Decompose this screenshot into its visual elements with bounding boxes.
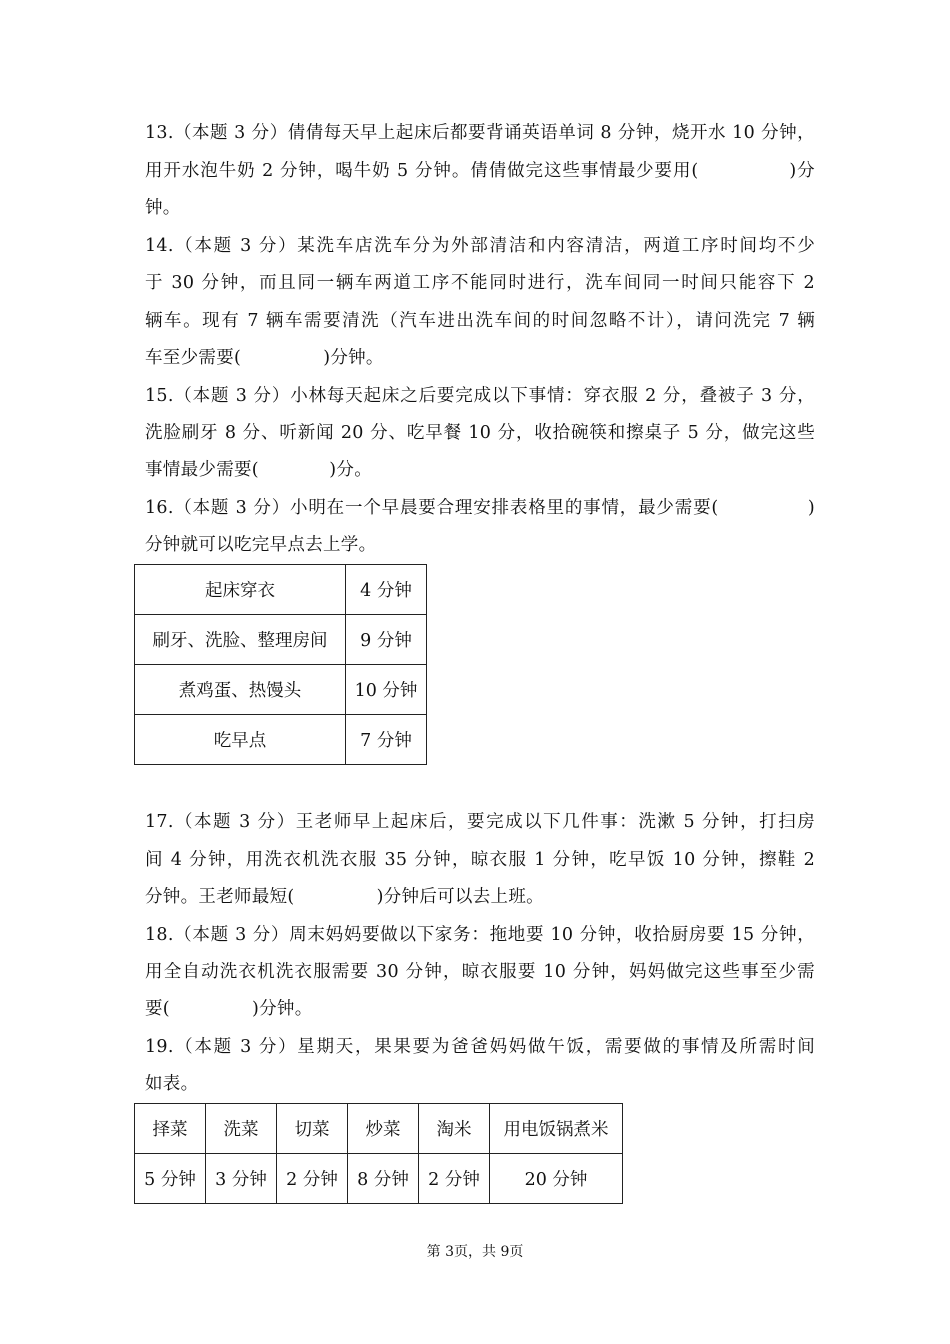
q15-line-3: 事情最少需要( )分。 xyxy=(145,460,373,480)
q14-line-2: 于 30 分钟，而且同一辆车两道工序不能同时进行，洗车间同一时间只能容下 2 xyxy=(145,273,815,293)
time-cell: 20 分钟 xyxy=(490,1154,623,1204)
task-header-cell: 洗菜 xyxy=(206,1104,277,1154)
time-cell: 3 分钟 xyxy=(206,1154,277,1204)
q19-line-1: 19.（本题 3 分）星期天，果果要为爸爸妈妈做午饭，需要做的事情及所需时间 xyxy=(145,1037,815,1057)
time-cell: 5 分钟 xyxy=(135,1154,206,1204)
q17-line-3: 分钟。王老师最短( )分钟后可以去上班。 xyxy=(145,887,544,907)
task-header-cell: 择菜 xyxy=(135,1104,206,1154)
q19-cooking-table xyxy=(134,1103,623,1204)
q18-line-3: 要( )分钟。 xyxy=(145,999,313,1019)
q14-line-3: 辆车。现有 7 辆车需要清洗（汽车进出洗车间的时间忽略不计），请问洗完 7 辆 xyxy=(145,311,815,331)
q17-line-1: 17.（本题 3 分）王老师早上起床后，要完成以下几件事：洗漱 5 分钟，打扫房 xyxy=(145,812,815,832)
task-cell: 煮鸡蛋、热馒头 xyxy=(135,665,346,715)
q16-line-1: 16.（本题 3 分）小明在一个早晨要合理安排表格里的事情，最少需要( ) xyxy=(145,498,815,518)
q17-line-2: 间 4 分钟，用洗衣机洗衣服 35 分钟，晾衣服 1 分钟，吃早饭 10 分钟，擦鞋 2 xyxy=(145,850,815,870)
time-cell: 2 分钟 xyxy=(277,1154,348,1204)
q19-line-2: 如表。 xyxy=(145,1074,199,1094)
task-cell: 刷牙、洗脸、整理房间 xyxy=(135,615,346,665)
task-header-cell: 用电饭锅煮米 xyxy=(490,1104,623,1154)
q18-line-1: 18.（本题 3 分）周末妈妈要做以下家务：拖地要 10 分钟，收拾厨房要 15 分钟， xyxy=(145,925,815,945)
q16-schedule-table xyxy=(134,564,427,765)
q15-line-1: 15.（本题 3 分）小林每天起床之后要完成以下事情：穿衣服 2 分，叠被子 3 分， xyxy=(145,386,815,406)
table-row xyxy=(135,1104,623,1154)
q13-line-1: 13.（本题 3 分）倩倩每天早上起床后都要背诵英语单词 8 分钟，烧开水 10 分钟， xyxy=(145,123,815,143)
table-row xyxy=(135,1154,623,1204)
q13-line-2: 用开水泡牛奶 2 分钟，喝牛奶 5 分钟。倩倩做完这些事情最少要用( )分 xyxy=(145,161,815,181)
time-cell: 7 分钟 xyxy=(346,715,427,765)
q14-line-4: 车至少需要( )分钟。 xyxy=(145,348,384,368)
q15-line-2: 洗脸刷牙 8 分、听新闻 20 分、吃早餐 10 分，收拾碗筷和擦桌子 5 分，做完这些 xyxy=(145,423,815,443)
q14-line-1: 14.（本题 3 分）某洗车店洗车分为外部清洁和内容清洁，两道工序时间均不少 xyxy=(145,236,815,256)
time-cell: 10 分钟 xyxy=(346,665,427,715)
task-cell: 起床穿衣 xyxy=(135,565,346,615)
table-row xyxy=(135,615,427,665)
q18-line-2: 用全自动洗衣机洗衣服需要 30 分钟，晾衣服要 10 分钟，妈妈做完这些事至少需 xyxy=(145,962,815,982)
q16-line-2: 分钟就可以吃完早点去上学。 xyxy=(145,535,377,555)
time-cell: 4 分钟 xyxy=(346,565,427,615)
task-header-cell: 淘米 xyxy=(419,1104,490,1154)
table-row xyxy=(135,665,427,715)
time-cell: 8 分钟 xyxy=(348,1154,419,1204)
time-cell: 2 分钟 xyxy=(419,1154,490,1204)
page-footer: 第 3页，共 9页 xyxy=(426,1244,524,1260)
task-cell: 吃早点 xyxy=(135,715,346,765)
table-row xyxy=(135,565,427,615)
table-row xyxy=(135,715,427,765)
task-header-cell: 炒菜 xyxy=(348,1104,419,1154)
time-cell: 9 分钟 xyxy=(346,615,427,665)
q13-line-3: 钟。 xyxy=(145,198,181,218)
task-header-cell: 切菜 xyxy=(277,1104,348,1154)
